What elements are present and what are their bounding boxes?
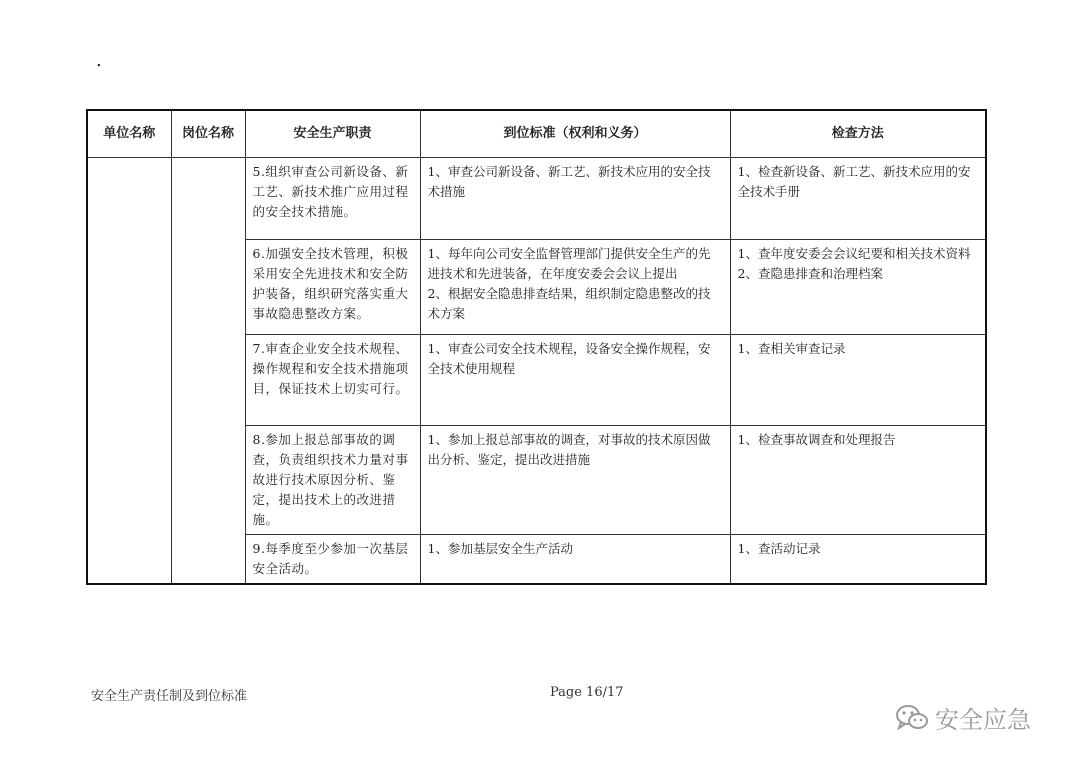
header-unit: 单位名称 xyxy=(87,110,171,158)
standard-cell: 1、审查公司安全技术规程，设备安全操作规程，安全技术使用规程 xyxy=(420,335,730,426)
standard-cell: 1、审查公司新设备、新工艺、新技术应用的安全技术措施 xyxy=(420,158,730,240)
watermark xyxy=(895,700,1031,735)
header-position: 岗位名称 xyxy=(171,110,245,158)
footer-page-number: Page 16/17 xyxy=(550,685,624,700)
duty-cell: 6.加强安全技术管理，积极采用安全先进技术和安全防护装备，组织研究落实重大事故隐患整改方案。 xyxy=(245,240,420,335)
page-marker: . xyxy=(96,50,102,71)
method-cell: 1、检查事故调查和处理报告 xyxy=(730,426,986,535)
method-cell: 1、检查新设备、新工艺、新技术应用的安全技术手册 xyxy=(730,158,986,240)
duty-cell: 7.审查企业安全技术规程、操作规程和安全技术措施项目，保证技术上切实可行。 xyxy=(245,335,420,426)
duty-cell: 8.参加上报总部事故的调查，负责组织技术力量对事故进行技术原因分析、鉴定，提出技术上的改进措施。 xyxy=(245,426,420,535)
table-row xyxy=(87,158,986,240)
standard-cell: 1、参加基层安全生产活动 xyxy=(420,535,730,585)
position-cell xyxy=(171,158,245,585)
method-cell: 1、查年度安委会会议纪要和相关技术资料 2、查隐患排查和治理档案 xyxy=(730,240,986,335)
method-cell: 1、查活动记录 xyxy=(730,535,986,585)
wechat-icon xyxy=(895,704,929,732)
header-standard: 到位标准（权利和义务） xyxy=(420,110,730,158)
unit-cell xyxy=(87,158,171,585)
method-cell: 1、查相关审查记录 xyxy=(730,335,986,426)
duty-cell: 9.每季度至少参加一次基层安全活动。 xyxy=(245,535,420,585)
duty-cell: 5.组织审查公司新设备、新工艺、新技术推广应用过程的安全技术措施。 xyxy=(245,158,420,240)
standard-cell: 1、每年向公司安全监督管理部门提供安全生产的先进技术和先进装备，在年度安委会会议上提出 2、根据安全隐患排查结果，组织制定隐患整改的技术方案 xyxy=(420,240,730,335)
footer-doc-title: 安全生产责任制及到位标准 xyxy=(91,689,248,704)
header-duty: 安全生产职责 xyxy=(245,110,420,158)
watermark-text: 安全应急 xyxy=(935,706,1031,734)
header-row xyxy=(87,110,986,158)
header-method: 检查方法 xyxy=(730,110,986,158)
standard-cell: 1、参加上报总部事故的调查，对事故的技术原因做出分析、鉴定，提出改进措施 xyxy=(420,426,730,535)
duty-table xyxy=(86,109,987,585)
